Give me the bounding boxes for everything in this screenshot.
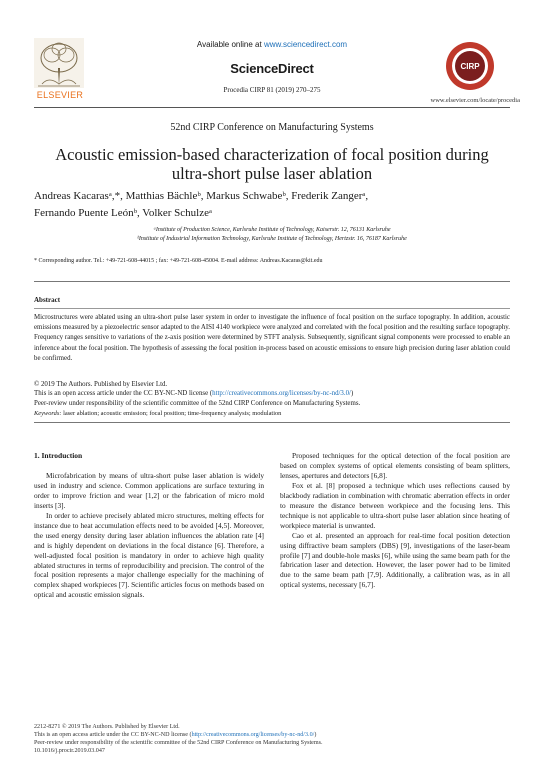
keywords: [34, 409, 510, 418]
author-list: [34, 188, 510, 222]
header-divider: [34, 107, 510, 108]
license-line: This is an open access article under the CC BY-NC-ND license (http://creativecommons.org/licenses/by-nc-nd/3.0/): [34, 390, 354, 398]
sciencedirect-link[interactable]: www.sciencedirect.com: [263, 40, 348, 49]
paper-title: Acoustic emission-based characterization of focal position during ultra-short pulse laser ablation: [55, 145, 489, 183]
section-heading: 1. Introduction: [34, 451, 83, 460]
author-line-1: Andreas Kacarasᵃ,*, Matthias Bächleᵇ, Markus Schwabeᵇ, Frederik Zangerᵃ,: [34, 190, 369, 202]
paragraph: Fox et al. [8] proposed a technique which uses reflections caused by blackbody radiation in combination with chromatic aberration effects in order to measure the distance between workpiece and the focusing lens. This technique is not applicable to ultra-short pulse laser ablation since heating of workpiece material is unwanted.: [280, 480, 510, 530]
license-link[interactable]: http://creativecommons.org/licenses/by-nc-nd/3.0/: [212, 390, 351, 398]
copyright-line: © 2019 The Authors. Published by Elsevier Ltd.: [34, 381, 168, 388]
brand-title: ScienceDirect: [230, 61, 314, 76]
body-column-right: [280, 451, 510, 590]
abstract-heading: Abstract: [34, 296, 61, 304]
peer-review-line: Peer-review under responsibility of the scientific committee of the 52nd CIRP Conference on Manufacturing Systems.: [34, 399, 361, 407]
author-line-2: Fernando Puente Leónᵇ, Volker Schulzeᵃ: [34, 207, 212, 219]
paragraph: Microfabrication by means of ultra-short pulse laser ablation is widely used in industry and science. Common applications are surface texturing in order to improve friction and wear [1,2] or the fabrication of micro mold inserts [3].: [34, 470, 264, 510]
journal-citation: Procedia CIRP 81 (2019) 270–275: [223, 86, 321, 94]
keywords-text: laser ablation; acoustic emission; focal position; time-frequency analysis; modulation: [61, 410, 282, 417]
affiliation-a: ᵃInstitute of Production Science, Karlsruhe Institute of Technology, Kaiserstr. 12, 76131 Karlsruhe: [153, 227, 391, 233]
footer-issn: 2212-8271 © 2019 The Authors. Published by Elsevier Ltd.: [34, 724, 180, 730]
footer-license: This is an open access article under the CC BY-NC-ND license (http://creativecommons.org/licenses/by-nc-nd/3.0/): [34, 732, 317, 738]
copyright-block: [34, 380, 510, 408]
cirp-logo-icon: [445, 40, 495, 92]
divider: [34, 308, 510, 309]
page-footer: [34, 723, 510, 755]
divider: [34, 281, 510, 282]
keywords-label: Keywords:: [34, 410, 62, 417]
conference-name: 52nd CIRP Conference on Manufacturing Systems: [170, 122, 374, 133]
footer-doi[interactable]: 10.1016/j.procir.2019.03.047: [34, 748, 105, 754]
available-online: Available online at www.sciencedirect.com: [196, 40, 348, 49]
affiliation-b: ᵇInstitute of Industrial Information Technology, Karlsruhe Institute of Technology, Hertzstr. 16, 76187 Karlsruhe: [137, 236, 407, 242]
cirp-logo-text: CIRP: [460, 62, 480, 71]
paragraph: Cao et al. presented an approach for real-time focal position detection using diffractive beam samplers (DBS) [9], investigations of the laser-beam profile [7] and double-hole masks [6], while using the same beam path for the fabrication laser and detection. However, the laser power had to be limited due to the same beam path [7,9]. Additionally, a calibration was, as in all optical systems, necessary [6,7].: [280, 530, 510, 590]
paragraph: In order to achieve precisely ablated micro structures, melting effects for instance due to heat accumulation effects need to be avoided [4,5]. Moreover, the used energy density during laser ablation influences the ablation rate [4] and is highly dependent on deviations in the focal distance [6]. Therefore, a well-adjusted focal position is mandatory in order to achieve high quality ablated structures in terms of reproducibility and precision. The control of the focal position represents a major challenge especially for the machining of complex shaped workpieces [7]. Scientific articles focus on methods based on optical and acoustic emission signals.: [34, 510, 264, 600]
body-column-left: [34, 451, 264, 600]
footer-peer-review: Peer-review under responsibility of the scientific committee of the 52nd CIRP Conference on Manufacturing Systems.: [34, 740, 323, 746]
journal-url-link[interactable]: www.elsevier.com/locate/procedia: [430, 97, 520, 104]
publisher-logo-text: ELSEVIER: [36, 90, 84, 100]
paragraph: Proposed techniques for the optical detection of the focal position are based on complex systems of optical elements consisting of beam splitters, lenses, apertures and detectors [6,8].: [280, 451, 510, 480]
corresponding-author: * Corresponding author. Tel.: +49-721-608-44015 ; fax: +49-721-608-45004. E-mail address: Andreas.Kacaras@kit.edu: [34, 258, 323, 264]
divider: [34, 422, 510, 423]
footer-license-link[interactable]: http://creativecommons.org/licenses/by-nc-nd/3.0/: [191, 732, 315, 738]
abstract-text: Microstructures were ablated using an ultra-short pulse laser system in order to investigate the influence of focal position on the surface topography. In addition, acoustic emissions measured by a piezoelectric sensor adapted to the AISI 4140 workpiece were analyzed and correlated with the focal position and the resulting surface topography. Frequency ranges sensitive to variations of the z-axis position were determined by STFT analysis. Subsequently, significant signal components were processed to enable an inference about the focal position. The hypothesis of assessing the focal position in-process based on acoustic emissions to ensure high precision during laser ablation could be confirmed.: [34, 314, 510, 362]
affiliations: [34, 226, 510, 244]
